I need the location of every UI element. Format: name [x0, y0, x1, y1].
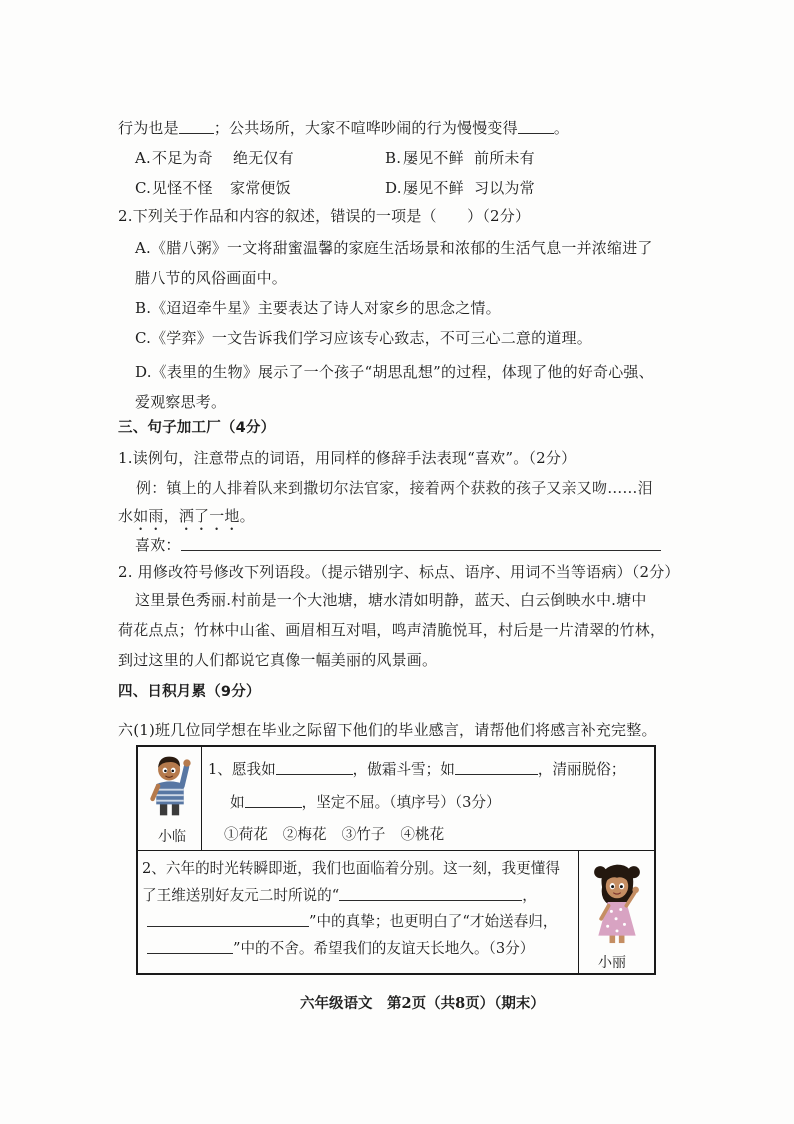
table-row-divider [138, 850, 654, 851]
flower-choices [224, 826, 459, 844]
page-footer: 六年级语文 第2页（共8页）（期末） [300, 995, 545, 1012]
answer-blank [518, 119, 554, 134]
option-word: 见怪不怪 [152, 179, 213, 197]
option-word: 屡见不鲜 [403, 149, 464, 167]
card-two-line-4 [147, 939, 534, 957]
revision-paragraph-line-1: 这里景色秀丽.村前是一个大池塘，塘水清如明静，蓝天、白云倒映水中.塘中 [135, 591, 647, 609]
works-option-a-line-2: 腊八节的风俗画面中。 [135, 269, 288, 287]
works-option-d-line-2: 爱观察思考。 [135, 393, 227, 411]
rhetoric-question-stem: 1.读例句，注意带点的词语，用同样的修辞手法表现“喜欢”。（2分） [118, 449, 577, 467]
answer-blank [276, 760, 353, 775]
answer-line-like [135, 536, 661, 554]
example-part: 。 [239, 507, 255, 525]
text-part: 如 [230, 794, 245, 811]
table-column-divider [578, 850, 579, 973]
option-word: 习以为常 [474, 179, 535, 197]
sentence-part: 行为也是 [118, 119, 179, 137]
text-part: ，清丽脱俗； [537, 761, 626, 778]
works-question-stem: 2.下列关于作品和内容的叙述，错误的一项是（ ）（2分） [118, 207, 531, 225]
card-two-line-2 [142, 886, 537, 904]
card-two-line-1: 2、六年的时光转瞬即逝，我们也面临着分别。这一刻，我更懂得 [142, 860, 560, 877]
text-part: 1、愿我如 [208, 761, 276, 778]
card-one-line-1 [208, 760, 625, 778]
revision-paragraph-line-2: 荷花点点；竹林中山雀、画眉相互对唱，鸣声清脆悦耳，村后是一片清翠的竹林， [118, 621, 666, 639]
answer-blank [339, 886, 522, 901]
example-part: ， [163, 507, 179, 525]
text-part: 了王维送别好友元二时所说的“ [142, 887, 340, 904]
section-three-heading: 三、句子加工厂（4分） [118, 420, 276, 436]
dotted-word: 如雨 [133, 507, 164, 525]
choice-item: ③竹子 [341, 826, 386, 843]
option-label: C. [135, 179, 152, 197]
works-option-b: B.《迢迢牵牛星》主要表达了诗人对家乡的思念之情。 [135, 299, 501, 317]
card-two-line-3 [147, 912, 557, 930]
student-name-xiaolin: 小临 [158, 829, 186, 845]
option-word: 屡见不鲜 [403, 179, 464, 197]
text-part: ”中的不舍。希望我们的友谊天长地久。（3分） [233, 940, 535, 957]
sentence-part: ；公共场所，大家不喧哗吵闹的行为慢慢变得 [213, 119, 518, 137]
section-four-heading: 四、日积月累（9分） [118, 684, 261, 700]
answer-label: 喜欢： [135, 536, 181, 554]
revision-paragraph-line-3: 到过这里的人们都说它真像一幅美丽的风景画。 [118, 651, 438, 669]
choice-item: ②梅花 [282, 826, 327, 843]
word-choice-sentence [118, 119, 569, 137]
text-part: ，傲霜斗雪；如 [352, 761, 455, 778]
answer-blank [245, 793, 302, 808]
dotted-word: 洒了一地 [178, 507, 240, 525]
answer-blank [455, 760, 538, 775]
works-option-c: C.《学弈》一文告诉我们学习应该专心致志，不可三心二意的道理。 [135, 329, 592, 347]
answer-blank [147, 939, 233, 954]
card-one-line-2 [230, 793, 501, 811]
table-column-divider [201, 747, 202, 850]
option-label: A. [135, 149, 152, 167]
girl-illustration [589, 857, 645, 947]
text-part: ，坚定不屈。（填序号）（3分） [301, 794, 501, 811]
option-word: 不足为奇 [152, 149, 213, 167]
boy-illustration [147, 753, 193, 819]
answer-blank [181, 536, 661, 551]
option-word: 前所未有 [474, 149, 535, 167]
works-option-d-line-1: D.《表里的生物》展示了一个孩子“胡思乱想”的过程，体现了他的好奇心强、 [135, 363, 654, 381]
section-four-intro: 六(1)班几位同学想在毕业之际留下他们的毕业感言，请帮他们将感言补充完整。 [118, 721, 657, 739]
example-sentence-line-2 [118, 507, 255, 525]
example-part: 水 [118, 507, 134, 525]
option-word: 绝无仅有 [233, 149, 294, 167]
choice-item: ④桃花 [400, 826, 445, 843]
choice-item: ①荷花 [224, 826, 268, 843]
sentence-part: 。 [553, 119, 570, 137]
girl-head [606, 872, 628, 898]
revision-question-stem: 2. 用修改符号修改下列语段。（提示错别字、标点、语序、用词不当等语病）（2分） [118, 563, 680, 581]
boy-head [158, 757, 180, 781]
option-label: D. [385, 179, 402, 197]
example-sentence-line-1: 例：镇上的人排着队来到撒切尔法官家，接着两个获救的孩子又亲又吻……泪 [136, 479, 653, 497]
graduation-message-table [136, 745, 656, 975]
option-label: B. [385, 149, 402, 167]
student-name-xiaoli: 小丽 [598, 955, 626, 971]
text-part: ， [522, 887, 537, 904]
option-word: 家常便饭 [230, 179, 291, 197]
answer-blank [179, 119, 214, 134]
works-option-a-line-1: A.《腊八粥》一文将甜蜜温馨的家庭生活场景和浓郁的生活气息一并浓缩进了 [135, 239, 653, 257]
answer-blank [147, 912, 309, 927]
text-part: ”中的真挚；也更明白了“才始送春归， [309, 913, 558, 930]
